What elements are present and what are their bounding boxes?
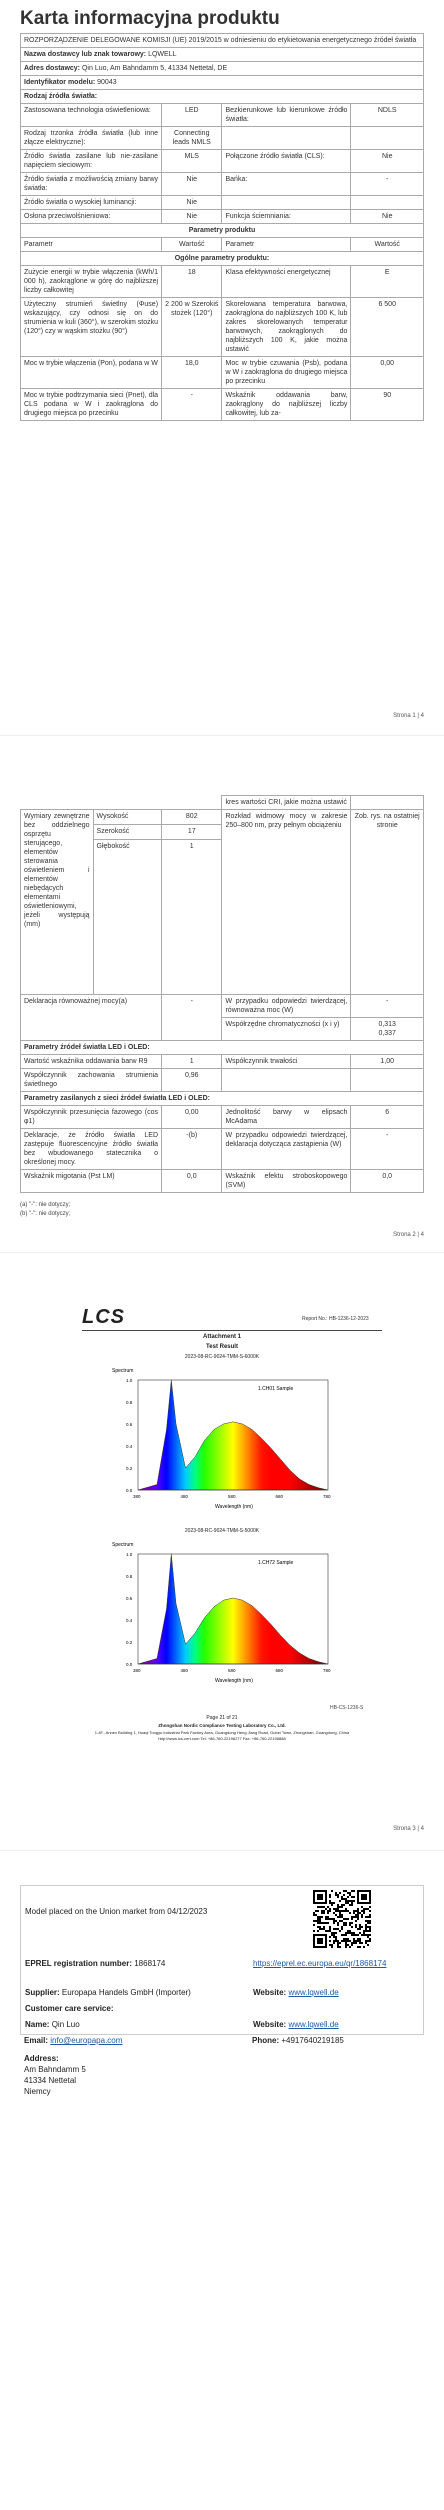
param-value: 1,00 [351, 1055, 424, 1069]
col-value: Wartość [351, 238, 424, 252]
param-value: 0,00 [162, 1106, 222, 1129]
website-link[interactable]: www.lqwell.de [288, 1988, 339, 1997]
y-tick-label: 0.0 [126, 1662, 133, 1667]
page-mark: Page 21 of 21 [206, 1715, 238, 1721]
param-value: Nie [351, 150, 424, 173]
spectrum-chart-2 [108, 1536, 348, 1686]
y-tick-label: 0.6 [126, 1422, 133, 1427]
table-row [21, 150, 424, 173]
table-row [21, 266, 424, 298]
doc-mark: HB-CS-1236-S [330, 1705, 364, 1711]
report-number: Report No.: HB-1236-12-2023 [302, 1316, 369, 1322]
chart2-caption: 2023-08-RC-9024-TMM-S-5000K [184, 1528, 260, 1534]
equiv-r-label: W przypadku odpowiedzi twierdzącej, równoważna moc (W) [222, 995, 351, 1018]
y-tick-label: 0.6 [126, 1596, 133, 1601]
y-tick-label: 0.8 [126, 1574, 133, 1579]
page-4 [20, 1885, 424, 2035]
address-label: Address: [24, 2054, 59, 2063]
param-value: 90 [351, 389, 424, 421]
param-label [222, 1069, 351, 1092]
x-tick-label: 380 [133, 1494, 141, 1499]
param-label: Moc w trybie włączenia (Pon), podana w W [21, 357, 162, 389]
y-tick-label: 1.0 [126, 1552, 133, 1557]
param-value: 18 [162, 266, 222, 298]
param-value: Nie [351, 210, 424, 224]
table-row [21, 1106, 424, 1129]
param-label: Wartość wskaźnika oddawania barw R9 [21, 1055, 162, 1069]
table-row [21, 389, 424, 421]
col-param: Parametr [222, 238, 351, 252]
table-row [21, 210, 424, 224]
param-label: Źródło światła o wysokiej luminancji: [21, 196, 162, 210]
x-tick-label: 780 [323, 1494, 331, 1499]
x-tick-label: 480 [180, 1494, 189, 1499]
param-label: Współczynnik przesunięcia fazowego (cos φ1) [21, 1106, 162, 1129]
y-tick-label: 1.0 [126, 1378, 133, 1383]
source-type-row: Rodzaj źródła światła: [21, 90, 424, 104]
param-label: Zużycie energii w trybie włączenia (kWh/1 000 h), zaokrąglone w górę do najbliższej liczby całkowitej [21, 266, 162, 298]
param-label: Wskaźnik oddawania barw, zaokrąglony do najbliższej liczby całkowitej, lub za- [222, 389, 351, 421]
address-row: Adres dostawcy: Qin Luo, Am Bahndamm 5, 41334 Nettetal, DE [21, 62, 424, 76]
table-row [21, 1170, 424, 1193]
chart1-caption: 2023-08-RC-9024-TMM-S-6000K [184, 1354, 260, 1360]
param-label: Zastosowana technologia oświetleniowa: [21, 104, 162, 127]
param-label: Źródło światła z możliwością zmiany barwy światła: [21, 173, 162, 196]
param-value: MLS [162, 150, 222, 173]
table-row [21, 104, 424, 127]
table-row [21, 127, 424, 150]
y-axis-label: Spectrum [112, 1368, 134, 1374]
supplier-row: Supplier: Europapa Handels GmbH (Importer) [25, 1988, 191, 1997]
led-header: Parametry źródeł światła LED i OLED: [21, 1041, 424, 1055]
param-value: 2 200 w Szerokiś stożek (120°) [162, 298, 222, 357]
chroma-label: Współrzędne chromatyczności (x i y) [222, 1018, 351, 1041]
dim-value: 17 [162, 825, 222, 840]
address-line: 41334 Nettetal [24, 2076, 77, 2085]
param-value: Nie [162, 196, 222, 210]
footnote-b: (b) "-": nie dotyczy; [20, 1211, 71, 1217]
y-tick-label: 0.8 [126, 1400, 133, 1405]
dimensions-label: Wymiary zewnętrzne bez oddzielnego osprzętu sterującego, elementów sterowania oświetleniem i elementów niebędących elementami oświetleniowymi, jeżeli występują (mm) [21, 810, 94, 995]
param-label: Moc w trybie podtrzymania sieci (Pnet), dla CLS podana w W i zaokrąglona do drugiego miejsca po przecinku [21, 389, 162, 421]
param-value: E [351, 266, 424, 298]
col-param: Parametr [21, 238, 162, 252]
x-tick-label: 780 [323, 1668, 331, 1673]
x-tick-label: 680 [275, 1494, 284, 1499]
param-value: - [351, 173, 424, 196]
qr-pattern [313, 1890, 371, 1948]
y-tick-label: 0.0 [126, 1488, 133, 1493]
param-label: Funkcja ściemniania: [222, 210, 351, 224]
param-value: - [162, 389, 222, 421]
qr-code [313, 1890, 371, 1948]
x-axis-label: Wavelength (nm) [215, 1504, 253, 1510]
param-label: Skorelowana temperatura barwowa, zaokrąglona do najbliższych 100 K, lub zakres skorelowanych temperatur barwowych, zaokrąglonych do najbliższych 100 K, jakie można ustawić [222, 298, 351, 357]
param-label: Użyteczny strumień świetlny (Φuse) wskazujący, czy odnosi się on do strumienia w kuli (360°), w szerokim stożku (120°) czy w wąskim stożku (90°) [21, 298, 162, 357]
param-label: Współczynnik trwałości [222, 1055, 351, 1069]
param-value: 6 500 [351, 298, 424, 357]
page-number: Strona 1 | 4 [393, 713, 424, 719]
regulation-text: ROZPORZĄDZENIE DELEGOWANE KOMISJI (UE) 2019/2015 w odniesieniu do etykietowania energetycznego źródeł światła [21, 34, 424, 48]
footnotes [20, 1201, 424, 1219]
param-label: Osłona przeciwolśnieniowa: [21, 210, 162, 224]
table-row [21, 357, 424, 389]
param-value: Connecting leads NMLS [162, 127, 222, 150]
footnote-a: (a) "-": nie dotyczy; [20, 1202, 71, 1208]
info-table-2 [20, 795, 424, 1193]
website-row: Website: www.lqwell.de [253, 1988, 339, 1997]
table-row [21, 1055, 424, 1069]
x-tick-label: 580 [228, 1668, 236, 1673]
page-number: Strona 3 | 4 [393, 1826, 424, 1832]
param-value: -(b) [162, 1129, 222, 1170]
x-tick-label: 580 [228, 1494, 236, 1499]
param-label: Jednolitość barwy w elipsach McAdama [222, 1106, 351, 1129]
address-line: Niemcy [24, 2087, 51, 2096]
model-row: Identyfikator modelu: 90043 [21, 76, 424, 90]
page-divider [0, 735, 444, 736]
eprel-row: EPREL registration number: 1868174 [25, 1959, 166, 1968]
page-1 [20, 8, 424, 421]
param-value: Nie [162, 210, 222, 224]
params-header: Parametry produktu [21, 224, 424, 238]
param-value: - [351, 1129, 424, 1170]
lab-address: 1-4F., Annex Building 1, Huaqi Tongyu Industrial Park Factory Area, Guangdong Heng Jiang Road, Gubei Town, Zhongshan, Guangdong, China [94, 1730, 350, 1735]
phone-row: Phone: +4917640219185 [252, 2036, 344, 2045]
param-value: 0,00 [351, 357, 424, 389]
param-value [351, 196, 424, 210]
param-value: 0,96 [162, 1069, 222, 1092]
dim-name: Wysokość [93, 810, 162, 825]
chroma-values: 0,313 0,337 [351, 1018, 424, 1041]
param-value: 0,0 [351, 1170, 424, 1193]
param-label [222, 196, 351, 210]
param-value: 0,0 [162, 1170, 222, 1193]
email-row: Email: info@europapa.com [24, 2036, 123, 2045]
param-value [351, 1069, 424, 1092]
page-3 [20, 1300, 424, 1820]
customer-care-label: Customer care service: [25, 2004, 114, 2013]
dim-name: Szerokość [93, 825, 162, 840]
param-value: Nie [162, 173, 222, 196]
param-value: 18,0 [162, 357, 222, 389]
dim-value: 1 [162, 840, 222, 995]
attachment-label: Attachment 1 [202, 1334, 241, 1340]
param-label: Bezkierunkowe lub kierunkowe źródło światła: [222, 104, 351, 127]
address-line: Am Bahndamm 5 [24, 2065, 86, 2074]
y-tick-label: 0.2 [126, 1640, 133, 1645]
y-tick-label: 0.4 [126, 1444, 133, 1449]
param-label: Moc w trybie czuwania (Psb), podana w W i zaokrąglona do drugiego miejsca po przecinku [222, 357, 351, 389]
page-divider [0, 1850, 444, 1851]
y-tick-label: 0.4 [126, 1618, 133, 1623]
equiv-r-value: - [351, 995, 424, 1018]
header-rule [82, 1330, 382, 1331]
equiv-value: - [162, 995, 222, 1041]
legend-entry: 1.CH01 Sample [258, 1386, 294, 1392]
y-axis-label: Spectrum [112, 1542, 134, 1548]
lab-name: Zhongshan Nordic Compliance Testing Laboratory Co., Ltd. [158, 1723, 286, 1728]
param-value: 6 [351, 1106, 424, 1129]
param-label: Klasa efektywności energetycznej [222, 266, 351, 298]
table-row [21, 1069, 424, 1092]
table-row [21, 298, 424, 357]
page-title: Karta informacyjna produktu [20, 8, 280, 29]
dim-name: Głębokość [93, 840, 162, 995]
page-divider [0, 1252, 444, 1253]
param-label: W przypadku odpowiedzi twierdzącej, deklaracja dotycząca zastąpienia (W) [222, 1129, 351, 1170]
x-tick-label: 480 [180, 1668, 189, 1673]
cri-continuation: kres wartości CRI, jakie można ustawić [222, 796, 351, 810]
col-value: Wartość [162, 238, 222, 252]
info-table [20, 33, 424, 421]
param-label [222, 127, 351, 150]
placed-on-market: Model placed on the Union market from 04/12/2023 [25, 1907, 208, 1916]
eprel-link[interactable]: https://eprel.ec.europa.eu/qr/1868174 [253, 1959, 387, 1968]
param-value: LED [162, 104, 222, 127]
page-2 [20, 795, 424, 1219]
param-label: Współczynnik zachowania strumienia świetlnego [21, 1069, 162, 1092]
param-value [351, 127, 424, 150]
lab-web: http://www.lcs-cert.com Tel: +86-760-22196277 Fax: +86-760-22198888 [158, 1736, 286, 1741]
spectral-value: Zob. rys. na ostatniej stronie [351, 810, 424, 995]
param-value: 1 [162, 1055, 222, 1069]
legend-entry: 1.CH72 Sample [258, 1560, 294, 1566]
table-row [21, 196, 424, 210]
mains-header: Parametry zasilanych z sieci źródeł światła LED i OLED: [21, 1092, 424, 1106]
general-header: Ogólne parametry produktu: [21, 252, 424, 266]
param-label: Połączone źródło światła (CLS): [222, 150, 351, 173]
x-tick-label: 680 [275, 1668, 284, 1673]
param-label: Wskaźnik efektu stroboskopowego (SVM) [222, 1170, 351, 1193]
param-label: Wskaźnik migotania (Pst LM) [21, 1170, 162, 1193]
page-number: Strona 2 | 4 [393, 1232, 424, 1238]
y-tick-label: 0.2 [126, 1466, 133, 1471]
table-row [21, 173, 424, 196]
spectrum-chart-1 [108, 1362, 348, 1512]
x-tick-label: 380 [133, 1668, 141, 1673]
spectral-label: Rozkład widmowy mocy w zakresie 250–800 nm, przy pełnym obciążeniu [222, 810, 351, 995]
param-label: Rodzaj trzonka źródła światła (lub inne złącze elektryczne): [21, 127, 162, 150]
equiv-label: Deklaracja równoważnej mocy(a) [21, 995, 162, 1041]
page-4-continued [20, 2035, 424, 2105]
x-axis-label: Wavelength (nm) [215, 1678, 253, 1684]
table-row [21, 1129, 424, 1170]
website2-row: Website: www.lqwell.de [253, 2020, 339, 2029]
name-row: Name: Qin Luo [25, 2020, 80, 2029]
param-label: Bańka: [222, 173, 351, 196]
dim-value: 802 [162, 810, 222, 825]
supplier-row: Nazwa dostawcy lub znak towarowy: LQWELL [21, 48, 424, 62]
param-label: Deklaracje, że źródło światła LED zastępuje fluorescencyjne źródło światła bez wbudowanego statecznika o określonej mocy. [21, 1129, 162, 1170]
lab-logo: LCS [82, 1306, 125, 1328]
email-link[interactable]: info@europapa.com [50, 2036, 123, 2045]
website2-link[interactable]: www.lqwell.de [288, 2020, 339, 2029]
param-label: Źródło światła zasilane lub nie-zasilane napięciem sieciowym: [21, 150, 162, 173]
param-value: NDLS [351, 104, 424, 127]
test-result-label: Test Result [206, 1344, 238, 1350]
